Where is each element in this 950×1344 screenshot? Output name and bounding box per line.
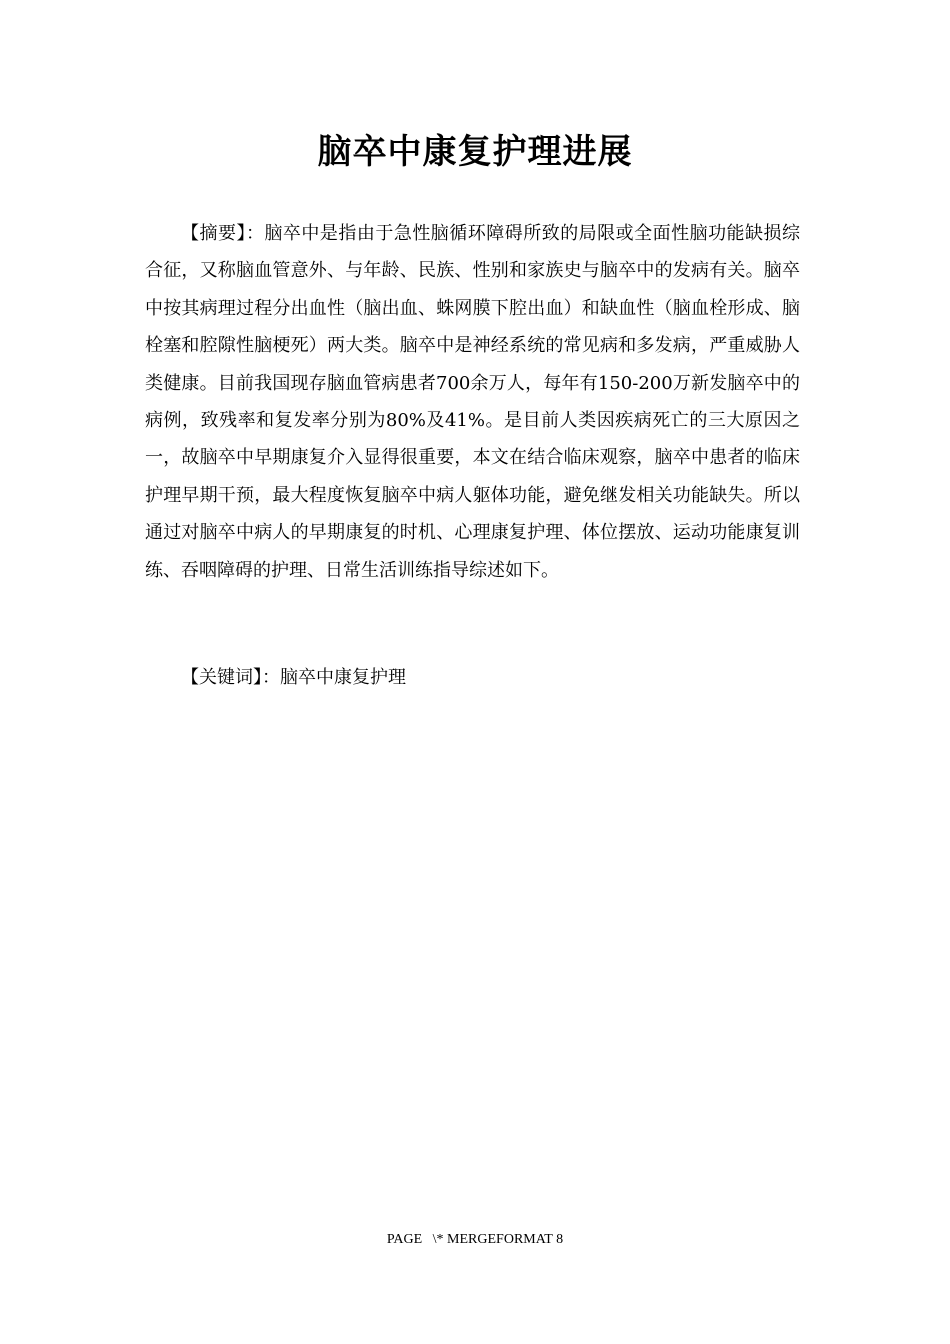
page-footer: PAGE \* MERGEFORMAT 8	[386, 1232, 564, 1247]
keywords-text: 脑卒中康复护理	[280, 667, 406, 688]
abstract-text: 脑卒中是指由于急性脑循环障碍所致的局限或全面性脑功能缺损综合征，又称脑血管意外、与年龄、民族、性别和家族史与脑卒中的发病有关。脑卒中按其病理过程分出血性（脑出血、蛛网膜下腔出血）和缺血性（脑血栓形成、脑栓塞和腔隙性脑梗死）两大类。脑卒中是神经系统的常见病和多发病，严重威胁人类健康。目前我国现存脑血管病患者700余万人，每年有150-200万新发脑卒中的病例，致残率和复发率分别为80%及41%。是目前人类因疾病死亡的三大原因之一，故脑卒中早期康复介入显得很重要，本文在结合临床观察，脑卒中患者的临床护理早期干预，最大程度恢复脑卒中病人躯体功能，避免继发相关功能缺失。所以通过对脑卒中病人的早期康复的时机、心理康复护理、体位摆放、运动功能康复训练、吞咽障碍的护理、日常生活训练指导综述如下。	[145, 223, 801, 581]
abstract-label: 【摘要】：	[181, 223, 265, 244]
keywords-paragraph	[145, 659, 800, 696]
abstract-paragraph	[145, 215, 800, 589]
document-title: 脑卒中康复护理进展	[317, 132, 633, 172]
keywords-label: 【关键词】：	[181, 667, 280, 688]
